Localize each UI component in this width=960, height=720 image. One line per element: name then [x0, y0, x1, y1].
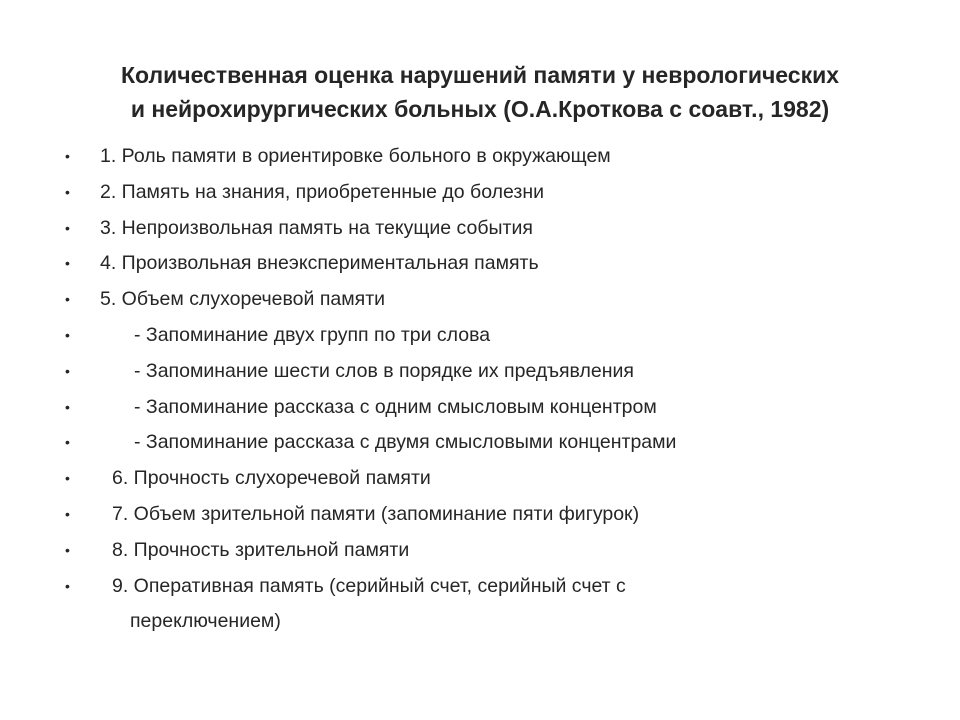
bullet-icon: •	[65, 362, 70, 379]
bullet-icon: •	[65, 398, 70, 415]
list-item	[0, 354, 960, 390]
list-item-text: - Запоминание шести слов в порядке их предъявления	[134, 359, 634, 382]
bullet-icon: •	[65, 577, 70, 594]
list-item-text: 6. Прочность слухоречевой памяти	[112, 467, 431, 490]
list-item	[0, 139, 960, 175]
title-line-2: и нейрохирургических больных (О.А.Кроткова с соавт., 1982)	[130, 96, 830, 122]
bullet-icon: •	[65, 255, 70, 272]
bullet-icon: •	[65, 291, 70, 308]
list-item-text: 8. Прочность зрительной памяти	[112, 538, 410, 561]
list-item	[0, 246, 960, 282]
list-item-text: 3. Непроизвольная память на текущие события	[100, 216, 533, 239]
bullet-icon: •	[65, 148, 70, 164]
list-item-text: 7. Объем зрительной памяти (запоминание пяти фигурок)	[112, 502, 640, 525]
bullet-icon: •	[65, 470, 70, 487]
bullet-icon: •	[65, 434, 70, 451]
list-item-text: 2. Память на знания, приобретенные до болезни	[100, 180, 545, 203]
list-item	[0, 497, 960, 533]
list-item	[0, 425, 960, 461]
list-item	[0, 461, 960, 497]
list-item	[0, 282, 960, 318]
list-item	[0, 211, 960, 247]
bullet-icon: •	[65, 505, 70, 522]
bullet-list	[0, 139, 960, 640]
bullet-icon: •	[65, 219, 70, 236]
bullet-icon: •	[65, 183, 70, 200]
list-item-text: 4. Произвольная внеэкспериментальная память	[100, 252, 539, 275]
list-item-text: 5. Объем слухоречевой памяти	[100, 288, 386, 311]
list-item	[0, 175, 960, 211]
list-item-text: - Запоминание рассказа с одним смысловым концентром	[134, 395, 657, 418]
list-item-text-block	[112, 569, 626, 641]
list-item-text: - Запоминание двух групп по три слова	[134, 323, 491, 346]
bullet-icon: •	[65, 541, 70, 558]
list-item	[0, 390, 960, 426]
list-item	[0, 569, 960, 641]
list-item	[0, 533, 960, 569]
bullet-icon: •	[65, 326, 70, 343]
list-item	[0, 318, 960, 354]
list-item-text: 9. Оперативная память (серийный счет, серийный счет с	[112, 574, 626, 597]
list-item-continuation: переключением)	[130, 610, 281, 633]
slide-title	[40, 58, 920, 126]
list-item-text: 1. Роль памяти в ориентировке больного в окружающем	[100, 145, 611, 167]
title-line-1: Количественная оценка нарушений памяти у неврологических	[120, 62, 840, 88]
list-item-text: - Запоминание рассказа с двумя смысловыми концентрами	[134, 431, 677, 454]
